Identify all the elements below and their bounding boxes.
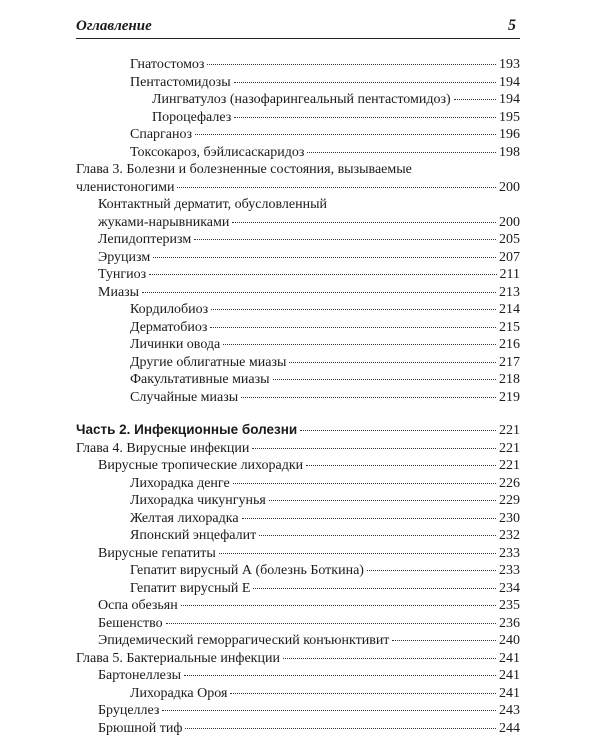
dot-leader xyxy=(307,152,496,153)
toc-page-number: 196 xyxy=(499,127,520,142)
toc-entry-title: Японский энцефалит xyxy=(130,528,257,543)
toc-entry xyxy=(76,74,520,92)
toc-page-number: 198 xyxy=(499,144,520,160)
toc-page-number: 194 xyxy=(499,74,520,90)
toc-chapter-entry xyxy=(76,440,520,458)
toc-entry xyxy=(76,510,520,528)
dot-leader xyxy=(219,553,496,554)
toc-entry-title: Спарганоз xyxy=(130,127,193,142)
toc-entry-title: Случайные миазы xyxy=(130,389,239,405)
toc-entry xyxy=(76,109,520,127)
toc-entry-title: Кордилобиоз xyxy=(130,302,209,317)
toc-entry-title: Часть 2. Инфекционные болезни xyxy=(76,422,298,437)
toc-entry xyxy=(76,720,520,738)
dot-leader xyxy=(195,134,496,135)
dot-leader xyxy=(283,658,496,659)
toc-entry xyxy=(76,685,520,703)
toc-page-number: 240 xyxy=(499,633,520,648)
toc-page-number: 229 xyxy=(499,493,520,508)
dot-leader xyxy=(234,82,496,83)
header-title: Оглавление xyxy=(76,18,152,34)
dot-leader xyxy=(184,675,496,676)
toc-entry xyxy=(76,126,520,144)
toc-chapter-entry xyxy=(76,161,520,196)
dot-leader xyxy=(273,379,496,380)
toc-entry xyxy=(76,196,520,231)
toc-chapter-entry xyxy=(76,650,520,668)
toc-entry xyxy=(76,632,520,650)
toc-entry xyxy=(76,249,520,267)
header-page-number: 5 xyxy=(508,17,516,34)
toc-entry-title: Эруцизм xyxy=(98,249,151,265)
toc-entry xyxy=(76,667,520,685)
toc-page-number: 193 xyxy=(499,57,520,72)
dot-leader xyxy=(162,710,496,711)
toc-entry xyxy=(76,545,520,563)
toc-entry xyxy=(76,56,520,74)
toc-entry-title: Бартонеллезы xyxy=(98,668,182,683)
dot-leader xyxy=(306,465,496,466)
toc-page-number: 241 xyxy=(499,668,520,683)
toc-page-number: 215 xyxy=(499,319,520,335)
toc-page-number: 207 xyxy=(499,249,520,265)
toc-entry xyxy=(76,580,520,598)
toc-entry-title: Лихорадка денге xyxy=(130,475,230,491)
dot-leader xyxy=(232,222,496,223)
dot-leader xyxy=(149,274,496,275)
toc-entry-title: Глава 4. Вирусные инфекции xyxy=(76,440,250,456)
toc-entry-title: Другие облигатные миазы xyxy=(130,354,287,370)
toc-entry xyxy=(76,91,520,109)
toc-entry xyxy=(76,562,520,580)
toc-page-number: 219 xyxy=(499,389,520,405)
toc-entry-title: Брюшной тиф xyxy=(98,720,183,736)
toc-page-number: 241 xyxy=(499,650,520,666)
toc-page-number: 195 xyxy=(499,109,520,125)
toc-entry xyxy=(76,301,520,319)
toc-page-number: 218 xyxy=(499,372,520,387)
toc-entry-title: Факультативные миазы xyxy=(130,372,270,387)
toc-entry xyxy=(76,354,520,372)
toc-entry-title: членистоногими xyxy=(76,179,175,195)
dot-leader xyxy=(252,448,496,449)
toc-entry xyxy=(76,266,520,284)
toc-page-number: 194 xyxy=(499,92,520,107)
dot-leader xyxy=(253,588,496,589)
dot-leader xyxy=(177,187,496,188)
dot-leader xyxy=(185,728,496,729)
toc-page-number: 214 xyxy=(499,302,520,317)
dot-leader xyxy=(289,362,496,363)
toc-entry-title: Лепидоптеризм xyxy=(98,232,192,247)
toc-page-number: 244 xyxy=(499,720,520,736)
dot-leader xyxy=(242,518,496,519)
toc-entry xyxy=(76,231,520,249)
toc-entry xyxy=(76,389,520,407)
table-of-contents xyxy=(76,56,520,737)
dot-leader xyxy=(241,397,496,398)
toc-entry xyxy=(76,457,520,475)
dot-leader xyxy=(207,64,496,65)
toc-entry-title: Лихорадка чикунгунья xyxy=(130,493,266,508)
toc-entry xyxy=(76,144,520,162)
toc-page-number: 221 xyxy=(499,458,520,473)
toc-page-number: 211 xyxy=(499,267,520,282)
toc-page-number: 205 xyxy=(499,232,520,247)
toc-entry-title: Лихорадка Ороя xyxy=(130,685,228,701)
toc-page-number: 241 xyxy=(499,685,520,701)
dot-leader xyxy=(153,257,496,258)
dot-leader xyxy=(210,327,496,328)
toc-entry-title: Гепатит вирусный А (болезнь Боткина) xyxy=(130,563,364,578)
dot-leader xyxy=(211,309,496,310)
toc-page-number: 216 xyxy=(499,337,520,352)
toc-page-number: 221 xyxy=(499,423,520,438)
toc-entry xyxy=(76,336,520,354)
toc-entry xyxy=(76,371,520,389)
toc-entry-title: Вирусные тропические лихорадки xyxy=(98,458,304,473)
toc-entry xyxy=(76,702,520,720)
toc-entry-title: Тунгиоз xyxy=(98,267,147,282)
dot-leader xyxy=(230,693,496,694)
toc-entry-title: жуками-нарывниками xyxy=(98,214,230,230)
toc-entry-title: Оспа обезьян xyxy=(98,598,178,613)
toc-entry-title: Желтая лихорадка xyxy=(130,510,239,526)
toc-entry-title: Личинки овода xyxy=(130,337,221,352)
toc-entry xyxy=(76,319,520,337)
toc-entry-title: Бешенство xyxy=(98,615,163,631)
dot-leader xyxy=(300,430,496,431)
dot-leader xyxy=(234,117,496,118)
running-header xyxy=(76,10,520,39)
toc-entry-title: Токсокароз, бэйлисаскаридоз xyxy=(130,144,305,160)
toc-entry-title: Глава 5. Бактериальные инфекции xyxy=(76,650,280,666)
toc-page-number: 236 xyxy=(499,615,520,631)
toc-entry xyxy=(76,527,520,545)
toc-entry-title: Пентастомидозы xyxy=(130,74,231,90)
dot-leader xyxy=(166,623,496,624)
toc-page-number: 243 xyxy=(499,703,520,718)
dot-leader xyxy=(181,605,496,606)
toc-entry-title: Пороцефалез xyxy=(152,109,232,125)
toc-page-number: 233 xyxy=(499,545,520,561)
toc-entry xyxy=(76,284,520,302)
toc-entry xyxy=(76,597,520,615)
toc-page-number: 233 xyxy=(499,563,520,578)
toc-page-number: 232 xyxy=(499,528,520,543)
toc-entry-title: Миазы xyxy=(98,284,140,300)
dot-leader xyxy=(233,483,496,484)
toc-part-entry xyxy=(76,421,520,440)
toc-page-number: 200 xyxy=(499,179,520,195)
toc-entry-title-line1: Контактный дерматит, обусловленный xyxy=(98,197,327,212)
toc-entry-title: Лингватулоз (назофарингеальный пентастомидоз) xyxy=(152,92,451,107)
dot-leader xyxy=(454,99,496,100)
dot-leader xyxy=(259,535,496,536)
toc-page-number: 217 xyxy=(499,354,520,370)
dot-leader xyxy=(223,344,496,345)
toc-entry xyxy=(76,492,520,510)
dot-leader xyxy=(194,239,496,240)
toc-page-number: 221 xyxy=(499,440,520,456)
toc-page-number: 213 xyxy=(499,284,520,300)
toc-entry xyxy=(76,475,520,493)
toc-page-number: 230 xyxy=(499,510,520,526)
dot-leader xyxy=(392,640,496,641)
toc-entry-title: Гнатостомоз xyxy=(130,57,205,72)
toc-page-number: 234 xyxy=(499,580,520,596)
dot-leader xyxy=(367,570,496,571)
toc-entry-title: Гепатит вирусный Е xyxy=(130,580,251,596)
toc-entry-title: Дерматобиоз xyxy=(130,319,208,335)
toc-entry-title: Эпидемический геморрагический конъюнктивит xyxy=(98,633,390,648)
toc-page-number: 226 xyxy=(499,475,520,491)
toc-entry-title-line1: Глава 3. Болезни и болезненные состояния, вызываемые xyxy=(76,162,412,177)
toc-entry-title: Вирусные гепатиты xyxy=(98,545,216,561)
dot-leader xyxy=(142,292,496,293)
dot-leader xyxy=(269,500,496,501)
toc-page-number: 200 xyxy=(499,214,520,230)
toc-entry-title: Бруцеллез xyxy=(98,703,160,718)
toc-page-number: 235 xyxy=(499,598,520,613)
toc-entry xyxy=(76,615,520,633)
